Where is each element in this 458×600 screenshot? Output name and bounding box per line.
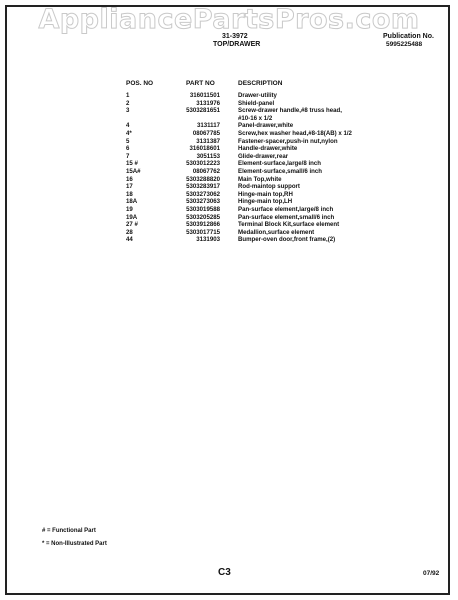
part-number-cell: 3051153 xyxy=(196,152,220,160)
table-row xyxy=(0,122,458,130)
part-number-cell: 5303019588 xyxy=(186,205,220,213)
table-row xyxy=(0,206,458,214)
part-number-cell: 3131976 xyxy=(196,99,220,107)
description-cell: Element-surface,small/6 inch xyxy=(238,167,322,175)
table-row xyxy=(0,130,458,138)
description-cell: Fastener-spacer,push-in nut,nylon xyxy=(238,137,338,145)
table-row xyxy=(0,115,458,123)
pos-cell: 7 xyxy=(126,152,130,160)
part-number-cell: 5303273063 xyxy=(186,198,220,206)
table-row xyxy=(0,229,458,237)
table-row xyxy=(0,221,458,229)
description-cell: Element-surface,large/8 inch xyxy=(238,160,321,168)
part-number-cell: 316011501 xyxy=(189,92,220,99)
description-cell: Glide-drawer,rear xyxy=(238,152,289,160)
table-row xyxy=(0,183,458,191)
description-cell: Terminal Block Kit,surface element xyxy=(238,221,340,229)
pos-cell: 3 xyxy=(126,107,130,115)
part-number-cell: 5303281651 xyxy=(186,107,220,115)
table-row xyxy=(0,160,458,168)
part-number-cell: 5303288820 xyxy=(186,175,220,183)
table-row xyxy=(0,191,458,199)
pos-cell: 18 xyxy=(126,190,133,198)
description-cell: Pan-surface element,small/6 inch xyxy=(238,213,335,221)
pos-cell: 16 xyxy=(126,175,133,183)
table-row xyxy=(0,100,458,108)
table-row xyxy=(0,236,458,244)
watermark-logo: AppliancePartsPros.com xyxy=(38,4,420,35)
description-cell: Screw-drawer handle,#8 truss head, xyxy=(238,107,342,115)
pos-cell: 27 # xyxy=(126,221,138,229)
description-cell: Hinge-main top,RH xyxy=(238,190,293,198)
pos-cell: 15 # xyxy=(126,160,138,168)
pos-cell: 44 xyxy=(126,236,133,244)
page-code: C3 xyxy=(218,567,231,578)
table-row xyxy=(0,92,458,100)
table-row xyxy=(0,107,458,115)
column-header-pos: POS. NO xyxy=(126,80,154,87)
pos-cell: 4 xyxy=(126,122,130,130)
pos-cell: 6 xyxy=(126,145,130,153)
pos-cell: 17 xyxy=(126,183,133,191)
pos-cell: 28 xyxy=(126,228,133,236)
pos-cell: 19A xyxy=(126,213,138,221)
part-number-cell: 5303912866 xyxy=(186,221,220,229)
document-number: 31-3972 xyxy=(222,33,248,40)
part-number-cell: 3131387 xyxy=(196,137,220,145)
column-header-description: DESCRIPTION xyxy=(238,80,283,87)
table-row xyxy=(0,214,458,222)
part-number-cell: 3131117 xyxy=(196,122,220,130)
pos-cell: 1 xyxy=(126,92,130,99)
description-cell: Hinge-main top,LH xyxy=(238,198,293,206)
description-cell: Screw,hex washer head,#8-18(AB) x 1/2 xyxy=(238,129,352,137)
legend-functional: # = Functional Part xyxy=(42,528,96,534)
legend-non-illustrated: * = Non-Illustrated Part xyxy=(42,541,107,547)
table-row xyxy=(0,145,458,153)
column-header-part: PART NO xyxy=(186,80,215,87)
publication-number: 5995225488 xyxy=(386,41,423,48)
pos-cell: 15A# xyxy=(126,167,141,175)
description-cell: Panel-drawer,white xyxy=(238,122,294,130)
description-cell: Medallion,surface element xyxy=(238,228,315,236)
revision-date: 07/92 xyxy=(423,570,440,577)
document-title: TOP/DRAWER xyxy=(213,41,261,48)
description-cell: Pan-surface element,large/8 inch xyxy=(238,205,334,213)
table-row xyxy=(0,153,458,161)
part-number-cell: 5303017715 xyxy=(186,228,220,236)
part-number-cell: 5303273062 xyxy=(186,190,220,198)
description-cell: Shield-panel xyxy=(238,99,275,107)
description-cell: Drawer-utility xyxy=(238,92,277,99)
part-number-cell: 08067785 xyxy=(192,129,220,137)
part-number-cell: 5303205285 xyxy=(186,213,220,221)
description-cell: Bumper-oven door,front frame,(2) xyxy=(238,236,336,244)
description-cell: Handle-drawer,white xyxy=(238,145,298,153)
table-row xyxy=(0,198,458,206)
pos-cell: 19 xyxy=(126,205,133,213)
description-cell: Main Top,white xyxy=(238,175,282,183)
description-cell: #10-16 x 1/2 xyxy=(238,114,273,122)
part-number-cell: 08067762 xyxy=(192,167,220,175)
part-number-cell: 3131903 xyxy=(196,236,220,244)
description-cell: Rod-maintop support xyxy=(238,183,300,191)
pos-cell: 5 xyxy=(126,137,130,145)
part-number-cell: 5303283917 xyxy=(186,183,220,191)
table-row xyxy=(0,138,458,146)
table-row xyxy=(0,176,458,184)
part-number-cell: 5303012223 xyxy=(186,160,220,168)
pos-cell: 2 xyxy=(126,99,130,107)
publication-label: Publication No. xyxy=(383,33,434,40)
pos-cell: 18A xyxy=(126,198,138,206)
part-number-cell: 316018601 xyxy=(189,145,220,153)
table-row xyxy=(0,168,458,176)
pos-cell: 4* xyxy=(126,129,132,137)
parts-table xyxy=(0,92,458,244)
